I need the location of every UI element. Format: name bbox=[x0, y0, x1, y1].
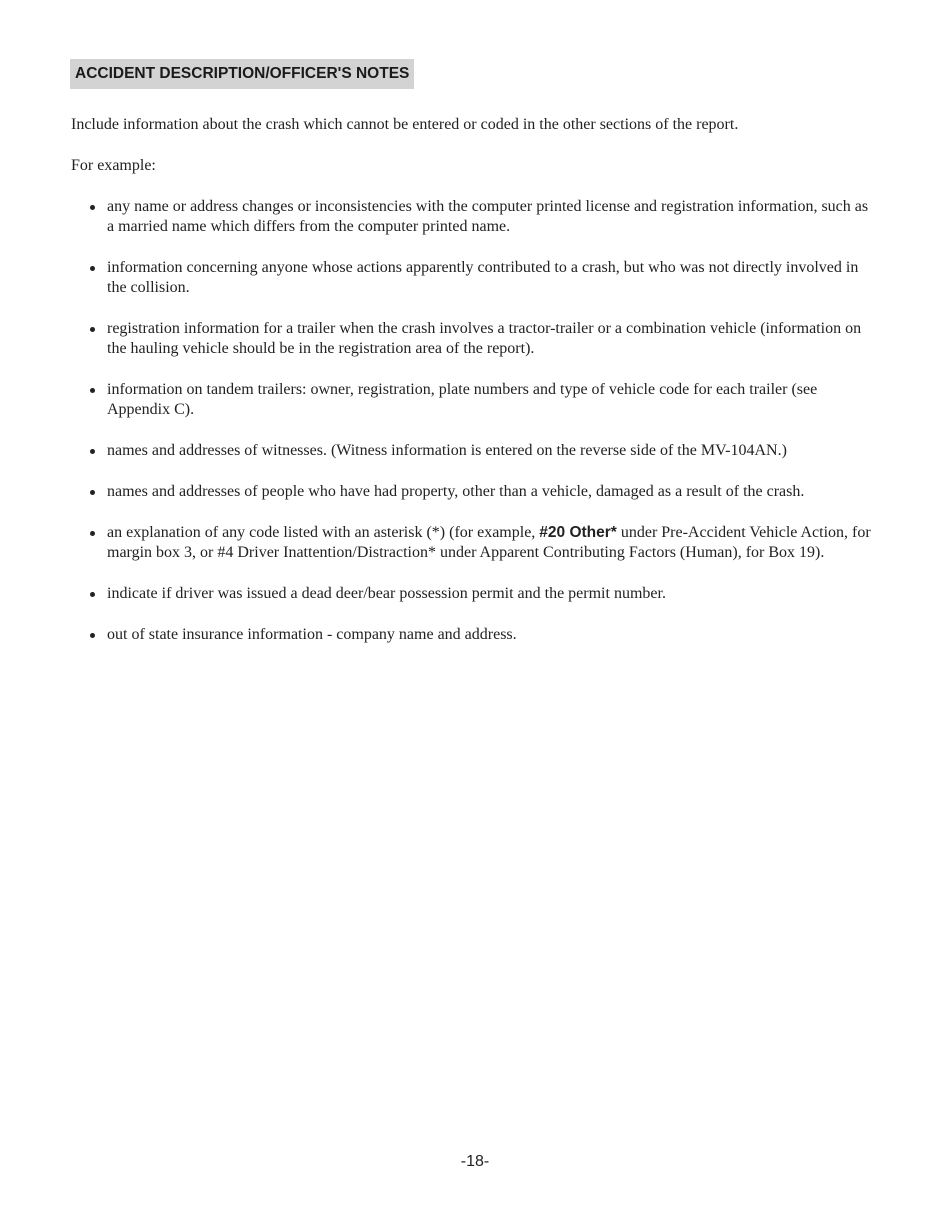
list-item bbox=[86, 482, 876, 502]
list-item-asterisk-codes bbox=[86, 523, 876, 563]
bullet-dot-icon bbox=[90, 388, 95, 393]
bullet-dot-icon bbox=[90, 449, 95, 454]
list-item bbox=[86, 197, 876, 237]
list-item-text: any name or address changes or inconsistencies with the computer printed license and registration information, such as a married name which differs from the computer printed name. bbox=[107, 198, 869, 235]
code-example-bold: #20 Other* bbox=[539, 524, 617, 541]
list-item bbox=[86, 319, 876, 359]
list-item bbox=[86, 441, 876, 461]
list-item-text: names and addresses of witnesses. (Witness information is entered on the reverse side of the MV-104AN.) bbox=[107, 442, 787, 459]
bullet-dot-icon bbox=[90, 633, 95, 638]
bullet-dot-icon bbox=[90, 490, 95, 495]
list-item-text: out of state insurance information - company name and address. bbox=[107, 626, 517, 643]
list-item bbox=[86, 380, 876, 420]
list-item-text-after: under Pre-Accident Vehicle Action, for margin box 3, or #4 Driver Inattention/Distraction* under Apparent Contributing Factors (Human), for Box 19). bbox=[107, 524, 871, 561]
list-item-text: names and addresses of people who have had property, other than a vehicle, damaged as a result of the crash. bbox=[107, 483, 805, 500]
page-number: -18- bbox=[460, 1153, 490, 1170]
bullet-list bbox=[86, 197, 876, 666]
for-example-label: For example: bbox=[71, 157, 156, 174]
list-item bbox=[86, 258, 876, 298]
list-item bbox=[86, 625, 876, 645]
bullet-dot-icon bbox=[90, 266, 95, 271]
list-item-text-before: an explanation of any code listed with an asterisk (*) (for example, bbox=[107, 524, 540, 541]
list-item-text: indicate if driver was issued a dead deer/bear possession permit and the permit number. bbox=[107, 585, 666, 602]
list-item-text: registration information for a trailer when the crash involves a tractor-trailer or a combination vehicle (information on the hauling vehicle should be in the registration area of the report). bbox=[107, 320, 862, 357]
bullet-dot-icon bbox=[90, 531, 95, 536]
list-item-text: information concerning anyone whose actions apparently contributed to a crash, but who was not directly involved in the collision. bbox=[107, 259, 859, 296]
list-item-text: information on tandem trailers: owner, registration, plate numbers and type of vehicle code for each trailer (see Appendix C). bbox=[107, 381, 818, 418]
intro-paragraph: Include information about the crash which cannot be entered or coded in the other sections of the report. bbox=[71, 116, 739, 133]
list-item bbox=[86, 584, 876, 604]
bullet-dot-icon bbox=[90, 592, 95, 597]
section-heading: ACCIDENT DESCRIPTION/OFFICER'S NOTES bbox=[70, 59, 414, 89]
bullet-dot-icon bbox=[90, 205, 95, 210]
bullet-dot-icon bbox=[90, 327, 95, 332]
